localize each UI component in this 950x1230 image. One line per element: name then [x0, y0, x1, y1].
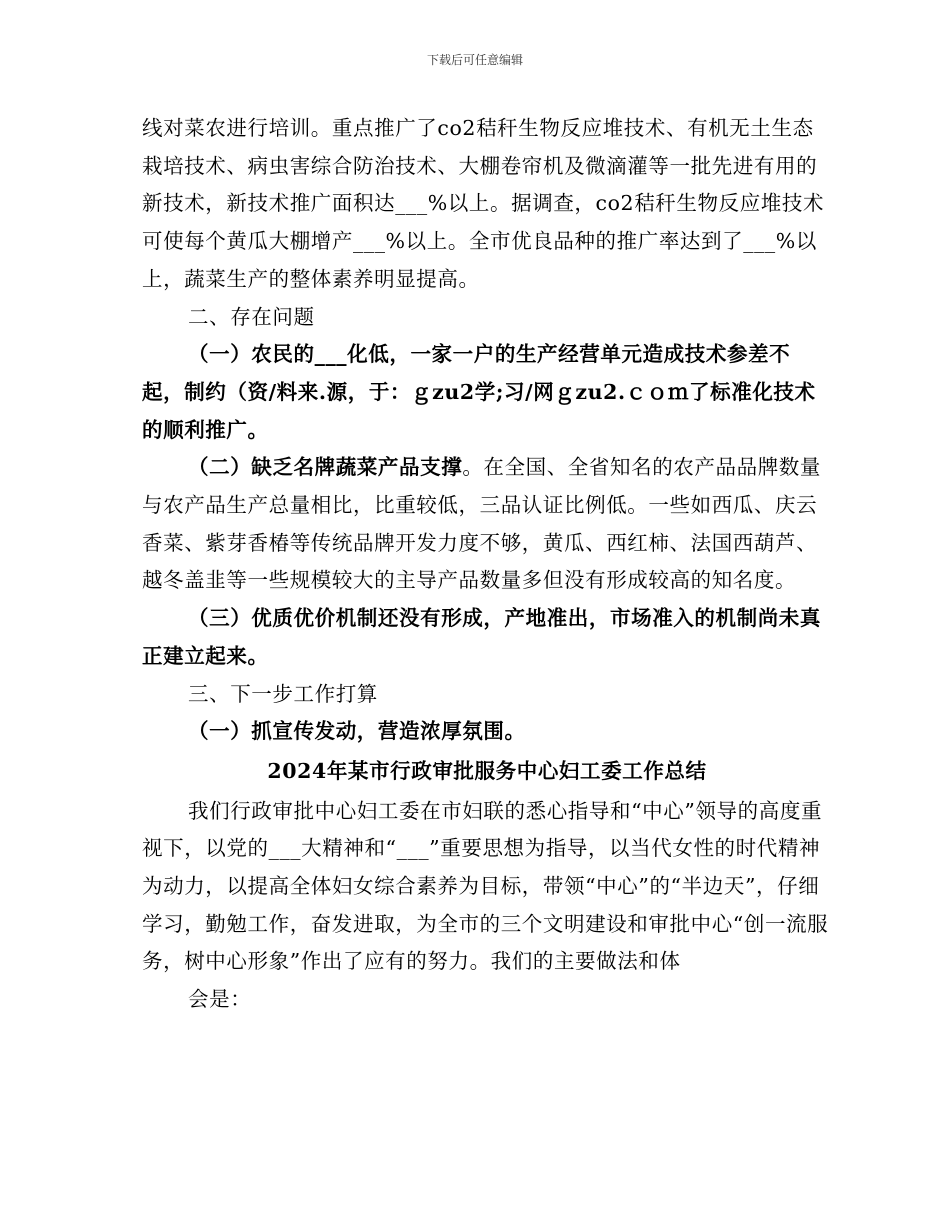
next-step-item-1: （一）抓宣传发动，营造浓厚氛围。 — [188, 719, 526, 744]
paragraph-summary-intro: 我们行政审批中心妇工委在市妇联的悉心指导和“中心”领导的高度重视下，以党的___大精神和“___”重要思想为指导，以当代女性的时代精神为动力，以提高全体妇女综合素养为目标，带领“中心”的“半边天”，仔细学习，勤勉工作，奋发进取，为全市的三个文明建设和审批中心“创一流服务，树中心形象”作出了应有的努力。我们的主要做法和体 — [142, 798, 829, 974]
page-header: 下载后可任意编辑 — [426, 53, 523, 67]
section-heading-next-steps: 三、下一步工作打算 — [188, 681, 378, 706]
problem-item-3: （三）优质优价机制还没有形成，产地准出，市场准入的机制尚未真正建立起来。 — [142, 606, 821, 668]
problem-item-2-body: 。在全国、全省知名的农产品品牌数量与农产品生产总量相比，比重较低，三品认证比例低。一些如西瓜、庆云香菜、紫芽香椿等传统品牌开发力度不够，黄瓜、西红柿、法国西葫芦、越冬盖韭等一些规模较大的主导产品数量多但没有形成较高的知名度。 — [142, 455, 822, 593]
problem-item-2 — [142, 449, 832, 600]
paragraph-training: 线对菜农进行培训。重点推广了co2秸秆生物反应堆技术、有机无土生态栽培技术、病虫害综合防治技术、大棚卷帘机及微滴灌等一批先进有用的新技术，新技术推广面积达___%以上。据调查，co2秸秆生物反应堆技术可使每个黄瓜大棚增产___%以上。全市优良品种的推广率达到了___%以上，蔬菜生产的整体素养明显提高。 — [142, 116, 825, 291]
document-title: 2024年某市行政审批服务中心妇工委工作总结 — [267, 758, 707, 783]
paragraph-summary-end: 会是： — [188, 987, 252, 1012]
document-body — [142, 110, 832, 1019]
problem-item-1: （一）农民的___化低，一家一户的生产经营单元造成技术参差不起，制约（资/料来.源，于：ｇzu2学;习/网ｇzu2.ｃｏｍ了标准化技术的顺利推广。 — [142, 342, 816, 442]
section-heading-problems: 二、存在问题 — [188, 304, 315, 329]
problem-item-2-heading: （二）缺乏名牌蔬菜产品支撑 — [188, 455, 463, 480]
